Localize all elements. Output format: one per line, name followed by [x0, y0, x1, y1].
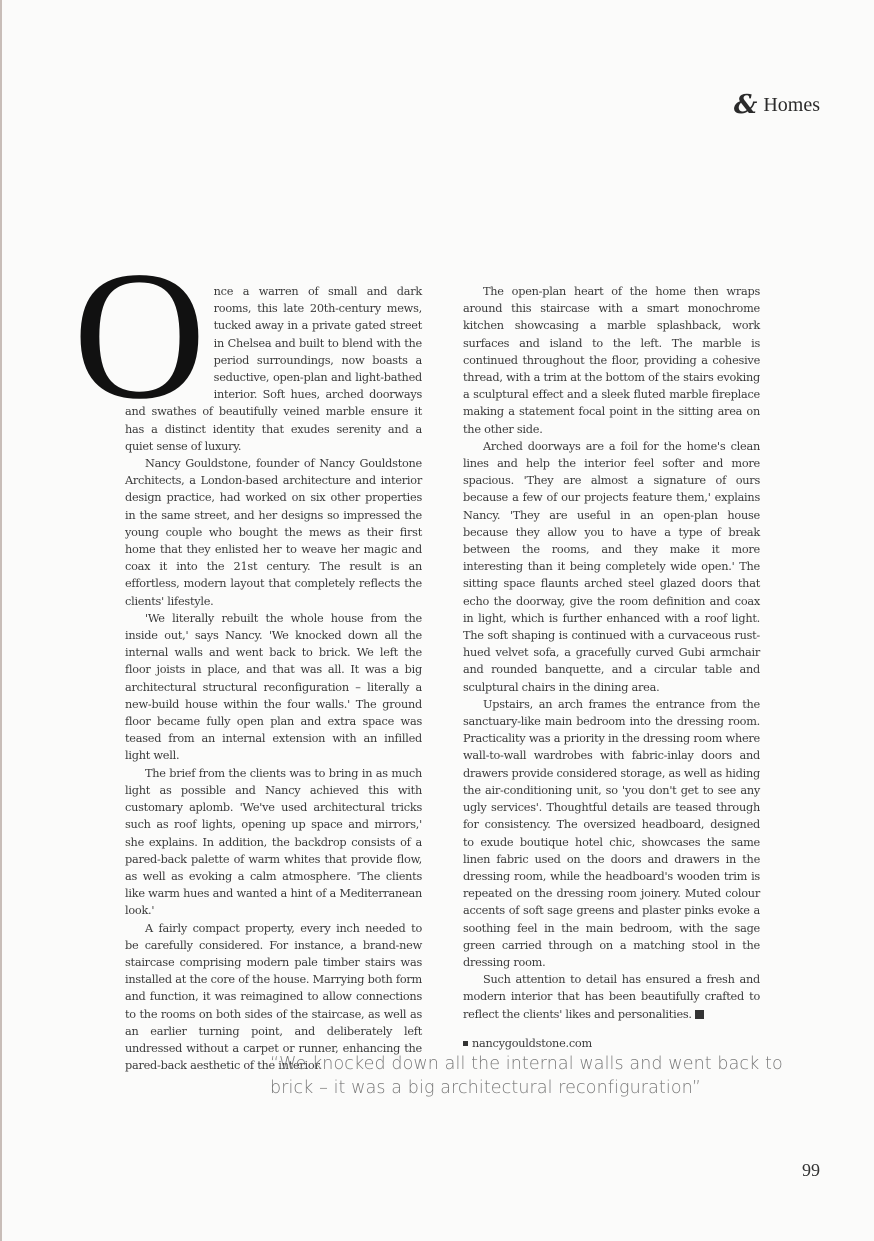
page-number: 99	[802, 1160, 820, 1180]
section-title: Homes	[763, 93, 820, 116]
page-spine-edge	[0, 0, 2, 1241]
article-paragraph-final: Such attention to detail has ensured a fresh and modern interior that has been beautifully crafted to reflect the clients' likes and personalities.	[463, 973, 760, 1021]
website-link[interactable]: nancygouldstone.com	[472, 1036, 592, 1050]
drop-cap: O	[73, 233, 206, 437]
article-paragraph: The open-plan heart of the home then wraps around this staircase with a smart monochrome kitchen showcasing a marble splashback, work surfaces and island to the left. The marble is continued throughout the floor, providing a cohesive thread, with a trim at the bottom of the stairs evoking a sculptural effect and a sleek fluted marble fireplace making a statement focal point in the sitting area on the other side.	[463, 285, 760, 436]
article-paragraph: A fairly compact property, every inch needed to be carefully considered. For instance, a brand-new staircase comprising modern pale timber stairs was installed at the core of the house. Marrying both form and function, it was reimagined to allow connections to the rooms on both sides of the staircase, as well as an earlier turning point, and deliberately left undressed without a carpet or runner, enhancing the pared-back aesthetic of the interior.	[125, 921, 422, 1073]
article-paragraph: Nancy Gouldstone, founder of Nancy Gouldstone Architects, a London-based architecture and interior design practice, had worked on six other properties in the same street, and her designs so impressed the young couple who bought the mews as their first home that they enlisted her to weave her magic and coax it into the 21st century. The result is an effortless, modern layout that completely reflects the clients' lifestyle.	[125, 457, 422, 608]
article-column-left	[73, 233, 422, 1074]
end-mark-icon	[695, 1010, 704, 1019]
article-paragraph: The brief from the clients was to bring in as much light as possible and Nancy achieved this with customary aplomb. 'We've used architectural tricks such as roof lights, opening up space and mirrors,' she explains. In addition, the backdrop consists of a pared-back palette of warm whites that provide flow, as well as evoking a calm atmosphere. 'The clients like warm hues and wanted a hint of a Mediterranean look.'	[125, 766, 422, 918]
section-header	[734, 90, 820, 120]
ampersand-logo-icon: &	[733, 90, 758, 120]
article-paragraph: Upstairs, an arch frames the entrance from the sanctuary-like main bedroom into the dressing room. Practicality was a priority in the dressing room where wall-to-wall wardrobes with fabric-inlay doors and drawers provide considered storage, as well as hiding the air-conditioning unit, so 'you don't get to see any ugly services'. Thoughtful details are teased through for consistency. The oversized headboard, designed to exude boutique hotel chic, showcases the same linen fabric used on the doors and drawers in the dressing room, while the headboard's wooden trim is repeated on the dressing room joinery. Muted colour accents of soft sage greens and plaster pinks evoke a soothing feel in the main bedroom, with the sage green carried through on a matching stool in the dressing room.	[463, 697, 760, 969]
bullet-square-icon	[463, 1041, 468, 1046]
pull-quote: “We knocked down all the internal walls and went back to brick – it was a big architectural reconfiguration”	[270, 1054, 783, 1098]
article-column-right	[463, 283, 760, 1052]
article-paragraph: Arched doorways are a foil for the home's clean lines and help the interior feel softer and more spacious. 'They are almost a signature of ours because a few of our projects feature them,' explains Nancy. 'They are useful in an open-plan house because they allow you to have a type of break between the rooms, and they make it more interesting than it being completely wide open.' The sitting space flaunts arched steel glazed doors that echo the doorway, give the room definition and coax in light, which is further enhanced with a roof light. The soft shaping is continued with a curvaceous rust-hued velvet sofa, a gracefully curved Gubi armchair and rounded banquette, and a circular table and sculptural chairs in the dining area.	[463, 439, 760, 694]
article-paragraph: Once a warren of small and dark rooms, this late 20th-century mews, tucked away in a private gated street in Chelsea and built to blend with the period surroundings, now boasts a seductive, open-plan and light-bathed interior. Soft hues, arched doorways and swathes of beautifully veined marble ensure it has a distinct identity that exudes serenity and a quiet sense of luxury.	[73, 233, 422, 453]
article-paragraph: 'We literally rebuilt the whole house from the inside out,' says Nancy. 'We knocked down all the internal walls and went back to brick. We left the floor joists in place, and that was all. It was a big architectural structural reconfiguration – literally a new-build house within the four walls.' The ground floor became fully open plan and extra space was teased from an internal extension with an infilled light well.	[125, 611, 422, 763]
website-credit	[463, 1035, 760, 1052]
